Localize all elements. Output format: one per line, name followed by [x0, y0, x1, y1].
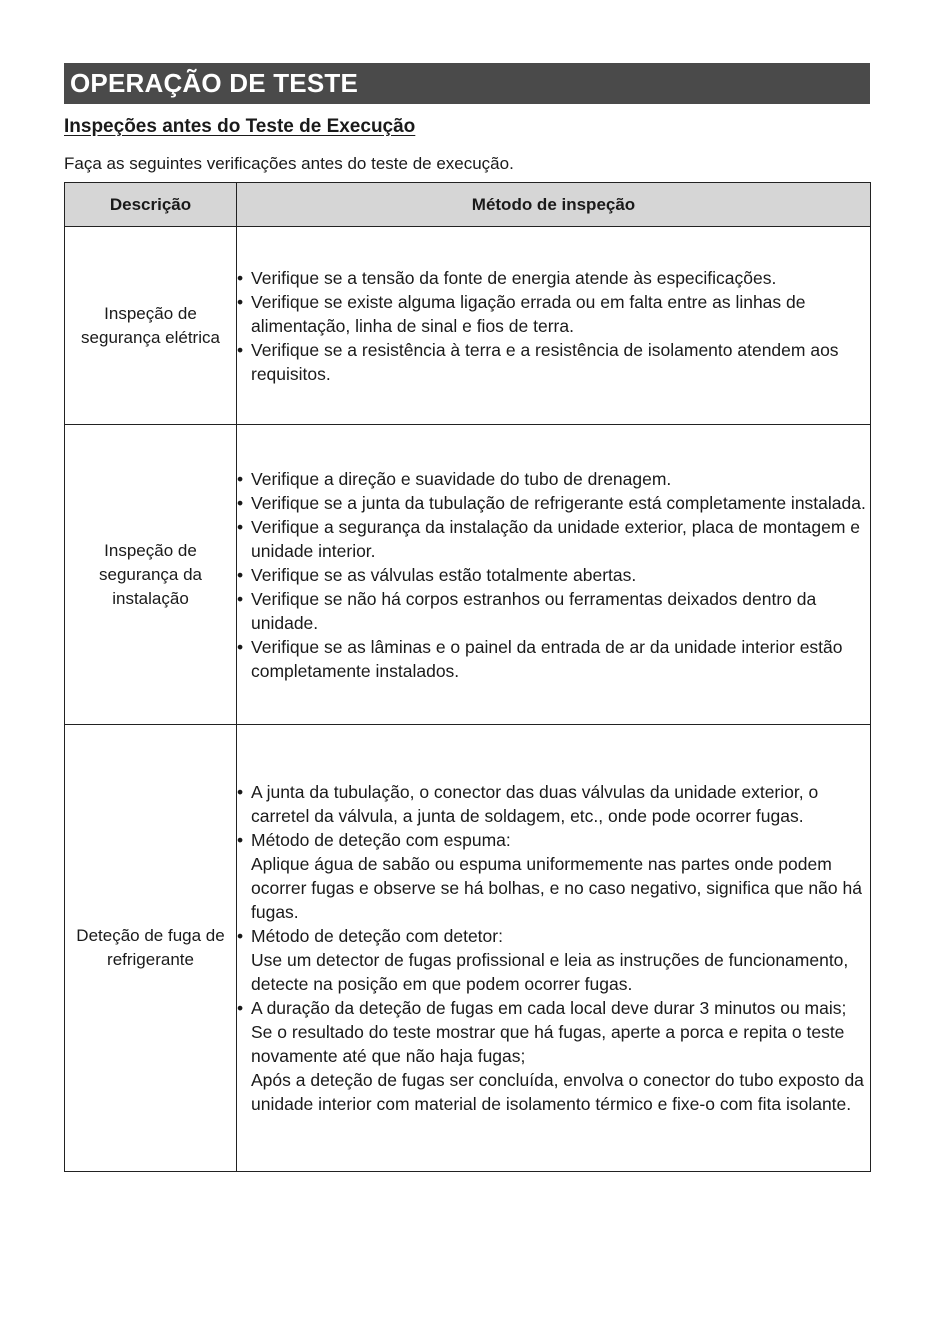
bullet-item: • Verifique se as lâminas e o painel da entrada de ar da unidade interior estão completamente instalados.	[237, 635, 870, 683]
bullet-line: • Método de deteção com detetor:	[251, 926, 503, 946]
bullet-list	[237, 266, 870, 386]
row-description	[65, 725, 237, 1172]
intro-text: Faça as seguintes verificações antes do teste de execução.	[64, 154, 514, 173]
bullet-item: • Verifique a direção e suavidade do tubo de drenagem.	[237, 467, 870, 491]
bullet-item	[237, 924, 870, 996]
bullet-line: • Método de deteção com espuma:	[251, 830, 511, 850]
bullet-item	[237, 996, 870, 1116]
row-method	[237, 725, 871, 1172]
bullet-item	[237, 828, 870, 924]
row-description	[65, 227, 237, 425]
bullet-item: • Verifique se as válvulas estão totalmente abertas.	[237, 563, 870, 587]
row-method	[237, 227, 871, 425]
description-text: Inspeção de segurança elétrica	[81, 303, 220, 347]
table-header-row	[65, 183, 871, 227]
table-row-installation	[65, 425, 871, 725]
table-row-leak-detection	[65, 725, 871, 1172]
table-row-electrical	[65, 227, 871, 425]
inspection-table	[64, 182, 871, 1172]
column-header-method: Método de inspeção	[237, 183, 871, 227]
column-header-description: Descrição	[65, 183, 237, 227]
bullet-item: • Verifique se a resistência à terra e a resistência de isolamento atendem aos requisitos.	[237, 338, 870, 386]
bullet-item	[237, 780, 870, 828]
bullet-line: • A duração da deteção de fugas em cada local deve durar 3 minutos ou mais;	[251, 998, 847, 1018]
bullet-line: Use um detector de fugas profissional e leia as instruções de funcionamento, detecte na posição em que podem ocorrer fugas.	[251, 950, 849, 994]
description-text: Inspeção de segurança da instalação	[98, 540, 203, 608]
bullet-list	[237, 780, 870, 1116]
bullet-line: Após a deteção de fugas ser concluída, envolva o conector do tubo exposto da unidade interior com material de isolamento térmico e fixe-o com fita isolante.	[251, 1070, 864, 1114]
bullet-line: Se o resultado do teste mostrar que há fugas, aperte a porca e repita o teste novamente até que não haja fugas;	[251, 1022, 845, 1066]
bullet-list	[237, 467, 870, 683]
bullet-line: • A junta da tubulação, o conector das duas válvulas da unidade exterior, o carretel da válvula, a junta de soldagem, etc., onde pode ocorrer fugas.	[251, 782, 819, 826]
bullet-item: • Verifique se não há corpos estranhos ou ferramentas deixados dentro da unidade.	[237, 587, 870, 635]
section-heading: Inspeções antes do Teste de Execução	[64, 116, 416, 137]
bullet-item: • Verifique a segurança da instalação da unidade exterior, placa de montagem e unidade interior.	[237, 515, 870, 563]
description-text: Deteção de fuga de refrigerante	[76, 926, 225, 969]
row-description	[65, 425, 237, 725]
bullet-item: • Verifique se a junta da tubulação de refrigerante está completamente instalada.	[237, 491, 870, 515]
bullet-item: • Verifique se a tensão da fonte de energia atende às especificações.	[237, 266, 870, 290]
page-title: OPERAÇÃO DE TESTE	[64, 63, 870, 104]
bullet-item: • Verifique se existe alguma ligação errada ou em falta entre as linhas de alimentação, linha de sinal e fios de terra.	[237, 290, 870, 338]
bullet-line: Aplique água de sabão ou espuma uniformemente nas partes onde podem ocorrer fugas e observe se há bolhas, e no caso negativo, significa que não há fugas.	[251, 854, 862, 922]
row-method	[237, 425, 871, 725]
